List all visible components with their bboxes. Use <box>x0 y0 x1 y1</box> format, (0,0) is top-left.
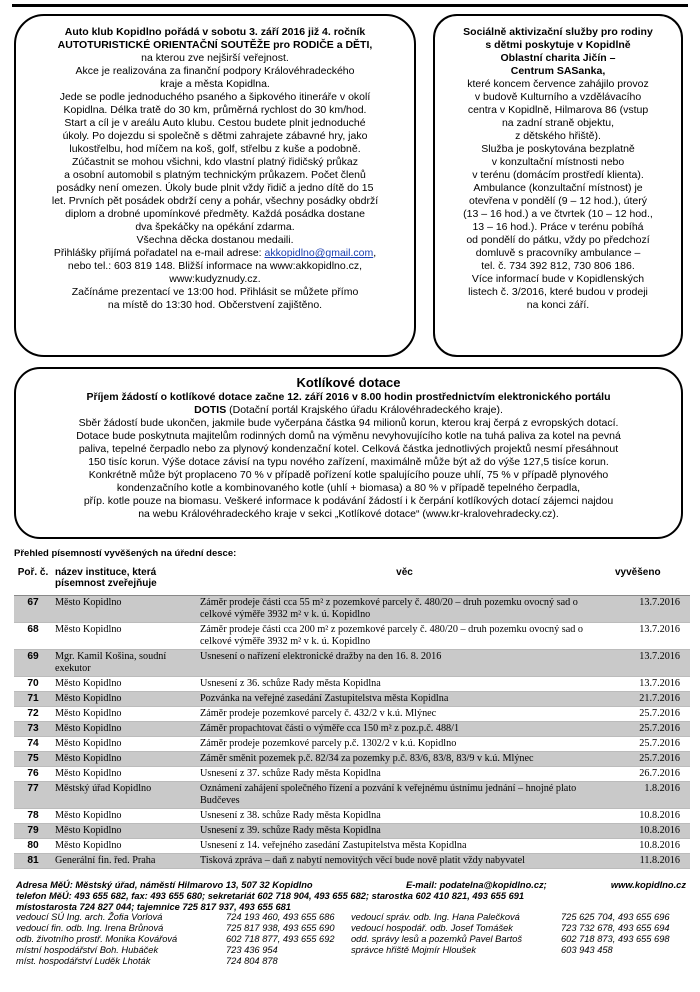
table-row <box>14 706 690 721</box>
table-row <box>14 838 690 853</box>
table-row <box>14 853 690 868</box>
rally-line: na kterou zve nejširší veřejnost. <box>141 52 289 64</box>
row-subject: Tisková zpráva – daň z nabytí nemovitých věcí bude nově platit vždy nabyvatel <box>197 853 612 868</box>
row-subject: Záměr prodeje části cca 200 m² z pozemkové parcely č. 480/20 – druh pozemku ovocný sad o celkové výměře 3932 m² v k. ú. Kopidlno <box>197 622 612 649</box>
rally-event-name: AUTOTURISTICKÉ ORIENTAČNÍ SOUTĚŽE pro RODIČE a DĚTI, <box>57 39 373 51</box>
row-institution: Město Kopidlno <box>52 838 197 853</box>
row-subject: Usnesení z 38. schůze Rady města Kopidlna <box>197 808 612 823</box>
row-institution: Město Kopidlno <box>52 706 197 721</box>
row-institution: Město Kopidlno <box>52 622 197 649</box>
rally-line: lukostřelbu, hod míčem na koš, golf, střelbu z kuše a podobně. <box>69 143 361 155</box>
footer-contact: vedoucí fin. odb. Ing. Irena Brůnová 725 817 938, 493 655 690 <box>16 923 335 934</box>
footer-contact: vedoucí SÚ Ing. arch. Žofia Vorlová 724 193 460, 493 655 686 <box>16 912 335 923</box>
rally-apply-line: Přihlášky přijímá pořadatel na e-mail adrese: akkopidlno@gmail.com, <box>53 247 377 259</box>
footer-contact: vedoucí hospodář. odb. Josef Tomášek 723 732 678, 493 655 694 <box>351 923 670 934</box>
table-header-row <box>14 566 690 595</box>
row-number: 67 <box>14 595 52 622</box>
row-posted-date: 11.8.2016 <box>612 853 690 868</box>
row-institution: Město Kopidlno <box>52 721 197 736</box>
footer-deputy: místostarosta 724 827 044; tajemnice 725 817 937, 493 655 681 <box>16 901 291 912</box>
row-number: 74 <box>14 736 52 751</box>
table-row <box>14 823 690 838</box>
row-posted-date: 10.8.2016 <box>612 838 690 853</box>
social-line: tel. č. 734 392 812, 730 806 186. <box>481 260 635 272</box>
column-header-number: Poř. č. <box>14 566 52 595</box>
social-line: Více informací bude v Kopidlenských <box>471 273 645 285</box>
row-posted-date: 21.7.2016 <box>612 691 690 706</box>
row-subject: Usnesení z 36. schůze Rady města Kopidlna <box>197 676 612 691</box>
notice-board-table <box>14 566 690 869</box>
footer-contact: vedoucí správ. odb. Ing. Hana Palečková 725 625 704, 493 655 696 <box>351 912 670 923</box>
footer-staff <box>16 912 686 966</box>
table-row <box>14 622 690 649</box>
table-row <box>14 595 690 622</box>
rally-line: a osobní automobil s platným technickým průkazem. Počet členů <box>64 169 366 181</box>
boiler-headline: Příjem žádostí o kotlíkové dotace začne 12. září 2016 v 8.00 hodin prostřednictvím elektronického portálu <box>86 391 611 403</box>
row-institution: Město Kopidlno <box>52 736 197 751</box>
social-title: Sociálně aktivizační služby pro rodiny <box>463 26 653 38</box>
boiler-title: Kotlíkové dotace <box>296 375 401 390</box>
row-posted-date: 25.7.2016 <box>612 706 690 721</box>
footer-contact: míst. hospodářství Luděk Lhoták 724 804 878 <box>16 955 278 966</box>
row-institution: Město Kopidlno <box>52 766 197 781</box>
footer-address-row <box>16 880 686 891</box>
rally-line: Všechna děcka dostanou medaili. <box>136 234 294 246</box>
row-institution: Město Kopidlno <box>52 751 197 766</box>
footer-staff-right <box>351 912 686 966</box>
row-number: 68 <box>14 622 52 649</box>
row-subject: Usnesení o nařízení elektronické dražby na den 16. 8. 2016 <box>197 649 612 676</box>
row-subject: Záměr prodeje pozemkové parcely p.č. 1302/2 v k.ú. Kopidlno <box>197 736 612 751</box>
social-title: Centrum SASanka, <box>510 65 606 77</box>
row-posted-date: 25.7.2016 <box>612 751 690 766</box>
row-posted-date: 10.8.2016 <box>612 823 690 838</box>
boiler-line: příp. kotle pouze na biomasu. Veškeré informace k podávání žádostí i k čerpání kotlíkových dotací zájemci najdou <box>83 495 614 507</box>
row-subject: Záměr propachtovat části o výměře cca 150 m² z poz.p.č. 488/1 <box>197 721 612 736</box>
row-institution: Město Kopidlno <box>52 676 197 691</box>
social-title: s dětmi poskytuje v Kopidlně <box>485 39 631 51</box>
rally-line: dva špekáčky na opékání zdarma. <box>135 221 295 233</box>
row-posted-date: 13.7.2016 <box>612 622 690 649</box>
footer-contacts <box>16 880 686 966</box>
table-row <box>14 676 690 691</box>
footer-contact: odd. správy lesů a pozemků Pavel Bartoš 602 718 873, 493 655 698 <box>351 933 670 944</box>
social-line: od pondělí do pátku, vždy po předchozí <box>466 234 650 246</box>
column-header-institution: název instituce, která písemnost zveřejňuje <box>52 566 197 595</box>
column-header-posted: vyvěšeno <box>612 566 690 595</box>
footer-phones: telefon MěÚ: 493 655 682, fax: 493 655 680; sekretariát 602 718 904, 493 655 682; starostka 602 410 821, 493 655 691 <box>16 890 525 901</box>
social-line: 13 – 16 hod.). Práce v terénu pobíhá <box>472 221 644 233</box>
boiler-line: na webu Královéhradeckého kraje v sekci „Kotlíkové dotace“ (www.kr-kralovehradecky.cz). <box>138 508 559 520</box>
row-institution: Město Kopidlno <box>52 595 197 622</box>
footer-contact: správce hřiště Mojmír Hloušek 603 943 458 <box>351 944 613 955</box>
row-number: 77 <box>14 781 52 808</box>
footer-contact: místní hospodářství Boh. Hubáček 723 436 954 <box>16 944 278 955</box>
column-header-subject: věc <box>197 566 612 595</box>
row-subject: Záměr prodeje pozemkové parcely č. 432/2 v k.ú. Mlýnec <box>197 706 612 721</box>
row-posted-date: 13.7.2016 <box>612 676 690 691</box>
row-institution: Město Kopidlno <box>52 823 197 838</box>
rally-announcement <box>14 14 416 357</box>
social-title: Oblastní charita Jičín – <box>500 52 616 64</box>
row-posted-date: 13.7.2016 <box>612 649 690 676</box>
social-services-announcement <box>433 14 683 357</box>
social-line: domluvě s pracovníky ambulance – <box>475 247 641 259</box>
boiler-subsidy-announcement <box>14 367 683 539</box>
rally-line: úkoly. Po dojezdu si společně s dětmi zahrajete zábavné hry, jako <box>62 130 368 142</box>
footer-contact: odb. životního prostř. Monika Kovářová 602 718 877, 493 655 692 <box>16 933 335 944</box>
row-number: 75 <box>14 751 52 766</box>
boiler-dotis-line: DOTIS (Dotační portál Krajského úřadu Královéhradeckého kraje). <box>194 404 503 416</box>
row-posted-date: 25.7.2016 <box>612 721 690 736</box>
boiler-line: kondenzačního kotle a kombinovaného kotle (uhlí + biomasa) a 80 % v případě tepelného čerpadla, <box>116 482 581 494</box>
row-posted-date: 25.7.2016 <box>612 736 690 751</box>
rally-line: posádky není omezen. Úkoly bude plnit vždy řidič a jedno dítě do 15 <box>56 182 374 194</box>
rally-line: let. Prvních pět posádek obdrží ceny a pohár, všechny posádky obdrží <box>51 195 379 207</box>
row-subject: Usnesení z 39. schůze Rady města Kopidlna <box>197 823 612 838</box>
row-number: 70 <box>14 676 52 691</box>
rally-intro: Auto klub Kopidlno pořádá v sobotu 3. září 2016 již 4. ročník <box>64 26 366 38</box>
social-line: otevřena v pondělí (9 – 12 hod.), úterý <box>468 195 648 207</box>
footer-staff-left <box>16 912 351 966</box>
social-line: Služba je poskytována bezplatně <box>481 143 635 155</box>
notice-board-heading: Přehled písemností vyvěšených na úřední desce: <box>14 548 237 559</box>
row-number: 76 <box>14 766 52 781</box>
row-institution: Mgr. Kamil Košina, soudní exekutor <box>52 649 197 676</box>
table-row <box>14 766 690 781</box>
row-posted-date: 1.8.2016 <box>612 781 690 808</box>
row-number: 78 <box>14 808 52 823</box>
social-line: v konzultační místnosti nebo <box>491 156 625 168</box>
top-rule <box>12 4 688 7</box>
row-subject: Oznámení zahájení společného řízení a pozvání k veřejnému ústnímu jednání – hnojné plato Budčeves <box>197 781 612 808</box>
row-institution: Generální fin. řed. Praha <box>52 853 197 868</box>
table-row <box>14 691 690 706</box>
boiler-line: paliva, tepelné čerpadlo nebo za plynový kondenzační kotel. Celková částka jednotlivých projektů nesmí přesáhnout <box>78 443 619 455</box>
table-row <box>14 808 690 823</box>
rally-line: kraje a města Kopidlna. <box>160 78 270 90</box>
row-number: 73 <box>14 721 52 736</box>
table-row <box>14 751 690 766</box>
row-subject: Pozvánka na veřejné zasedání Zastupitelstva města Kopidlna <box>197 691 612 706</box>
rally-web-line: www:kudyznudy.cz. <box>169 273 261 285</box>
social-line: listech č. 3/2016, které budou v prodeji <box>468 286 648 298</box>
boiler-line: Sběr žádostí bude ukončen, jakmile bude vyčerpána částka 94 milionů korun, kterou kraj čerpá z evropských dotací. <box>78 417 619 429</box>
social-line: centra v Kopidlně, Hilmarova 86 (vstup <box>467 104 649 116</box>
row-number: 80 <box>14 838 52 853</box>
row-number: 69 <box>14 649 52 676</box>
row-posted-date: 26.7.2016 <box>612 766 690 781</box>
social-line: (13 – 16 hod.) a ve čtvrtek (10 – 12 hod., <box>463 208 653 220</box>
boiler-line: Konkrétně může být proplaceno 70 % v případě pořízení kotle spalujícího pouze uhlí, 75 % v případě plynového <box>88 469 609 481</box>
social-line: z dětského hřiště). <box>515 130 601 142</box>
row-number: 72 <box>14 706 52 721</box>
social-line: Ambulance (konzultační místnost) je <box>473 182 643 194</box>
table-row <box>14 781 690 808</box>
rally-start-line: na místě do 13:30 hod. Občerstvení zajištěno. <box>107 299 323 311</box>
row-subject: Usnesení z 14. veřejného zasedání Zastupitelstva města Kopidlna <box>197 838 612 853</box>
row-institution: Město Kopidlno <box>52 808 197 823</box>
footer-address: Adresa MěÚ: Městský úřad, náměstí Hilmarovo 13, 507 32 Kopidlno <box>16 880 313 890</box>
row-posted-date: 13.7.2016 <box>612 595 690 622</box>
boiler-line: 150 tisíc korun. Výše dotace závisí na typu nového zařízení, maximálně může být až do výše 127,5 tisíce korun. <box>88 456 609 468</box>
boiler-line: Dotace bude poskytnuta majitelům rodinných domů na výměnu nevyhovujícího kotle na tuhá paliva za kotel na pevná <box>76 430 621 442</box>
row-number: 81 <box>14 853 52 868</box>
table-row <box>14 736 690 751</box>
rally-line: diplom a drobné upomínkové předměty. Každá posádka dostane <box>65 208 365 220</box>
rally-line: Zúčastnit se mohou všichni, kdo vlastní platný řidičský průkaz <box>72 156 358 168</box>
footer-web[interactable]: www.kopidlno.cz <box>610 880 686 890</box>
row-number: 79 <box>14 823 52 838</box>
rally-line: Start a cíl je v areálu Auto klubu. Cestou budete plnit jednoduché <box>64 117 366 129</box>
rally-email-link[interactable]: akkopidlno@gmail.com <box>264 247 374 259</box>
social-line: v terénu (domácím prostředí klienta). <box>472 169 644 181</box>
row-subject: Usnesení z 37. schůze Rady města Kopidlna <box>197 766 612 781</box>
footer-email[interactable]: E-mail: podatelna@kopidlno.cz; <box>406 880 547 890</box>
row-institution: Městský úřad Kopidlno <box>52 781 197 808</box>
rally-line: Jede se podle jednoduchého psaného a šipkového itineráře v okolí <box>59 91 371 103</box>
social-line: na konci září. <box>526 299 590 311</box>
row-posted-date: 10.8.2016 <box>612 808 690 823</box>
rally-phone-line: nebo tel.: 603 819 148. Bližší informace na www:akkopidlno.cz, <box>67 260 363 272</box>
social-line: v budově Kulturního a vzdělávacího <box>474 91 642 103</box>
table-row <box>14 721 690 736</box>
rally-line: Kopidlna. Délka tratě do 30 km, průměrná rychlost do 30 km/hod. <box>63 104 367 116</box>
row-institution: Město Kopidlno <box>52 691 197 706</box>
row-subject: Záměr prodeje části cca 55 m² z pozemkové parcely č. 480/20 – druh pozemku ovocný sad o celkové výměře 3932 m² v k. ú. Kopidlno <box>197 595 612 622</box>
rally-start-line: Začínáme prezentací ve 13:00 hod. Přihlásit se můžete přímo <box>71 286 359 298</box>
social-line: které koncem července zahájilo provoz <box>467 78 649 90</box>
social-line: na zadní straně objektu, <box>501 117 615 129</box>
row-number: 71 <box>14 691 52 706</box>
rally-line: Akce je realizována za finanční podpory Královéhradeckého <box>75 65 355 77</box>
row-subject: Záměr směnit pozemek p.č. 82/34 za pozemky p.č. 83/6, 83/8, 83/9 v k.ú. Mlýnec <box>197 751 612 766</box>
table-row <box>14 649 690 676</box>
